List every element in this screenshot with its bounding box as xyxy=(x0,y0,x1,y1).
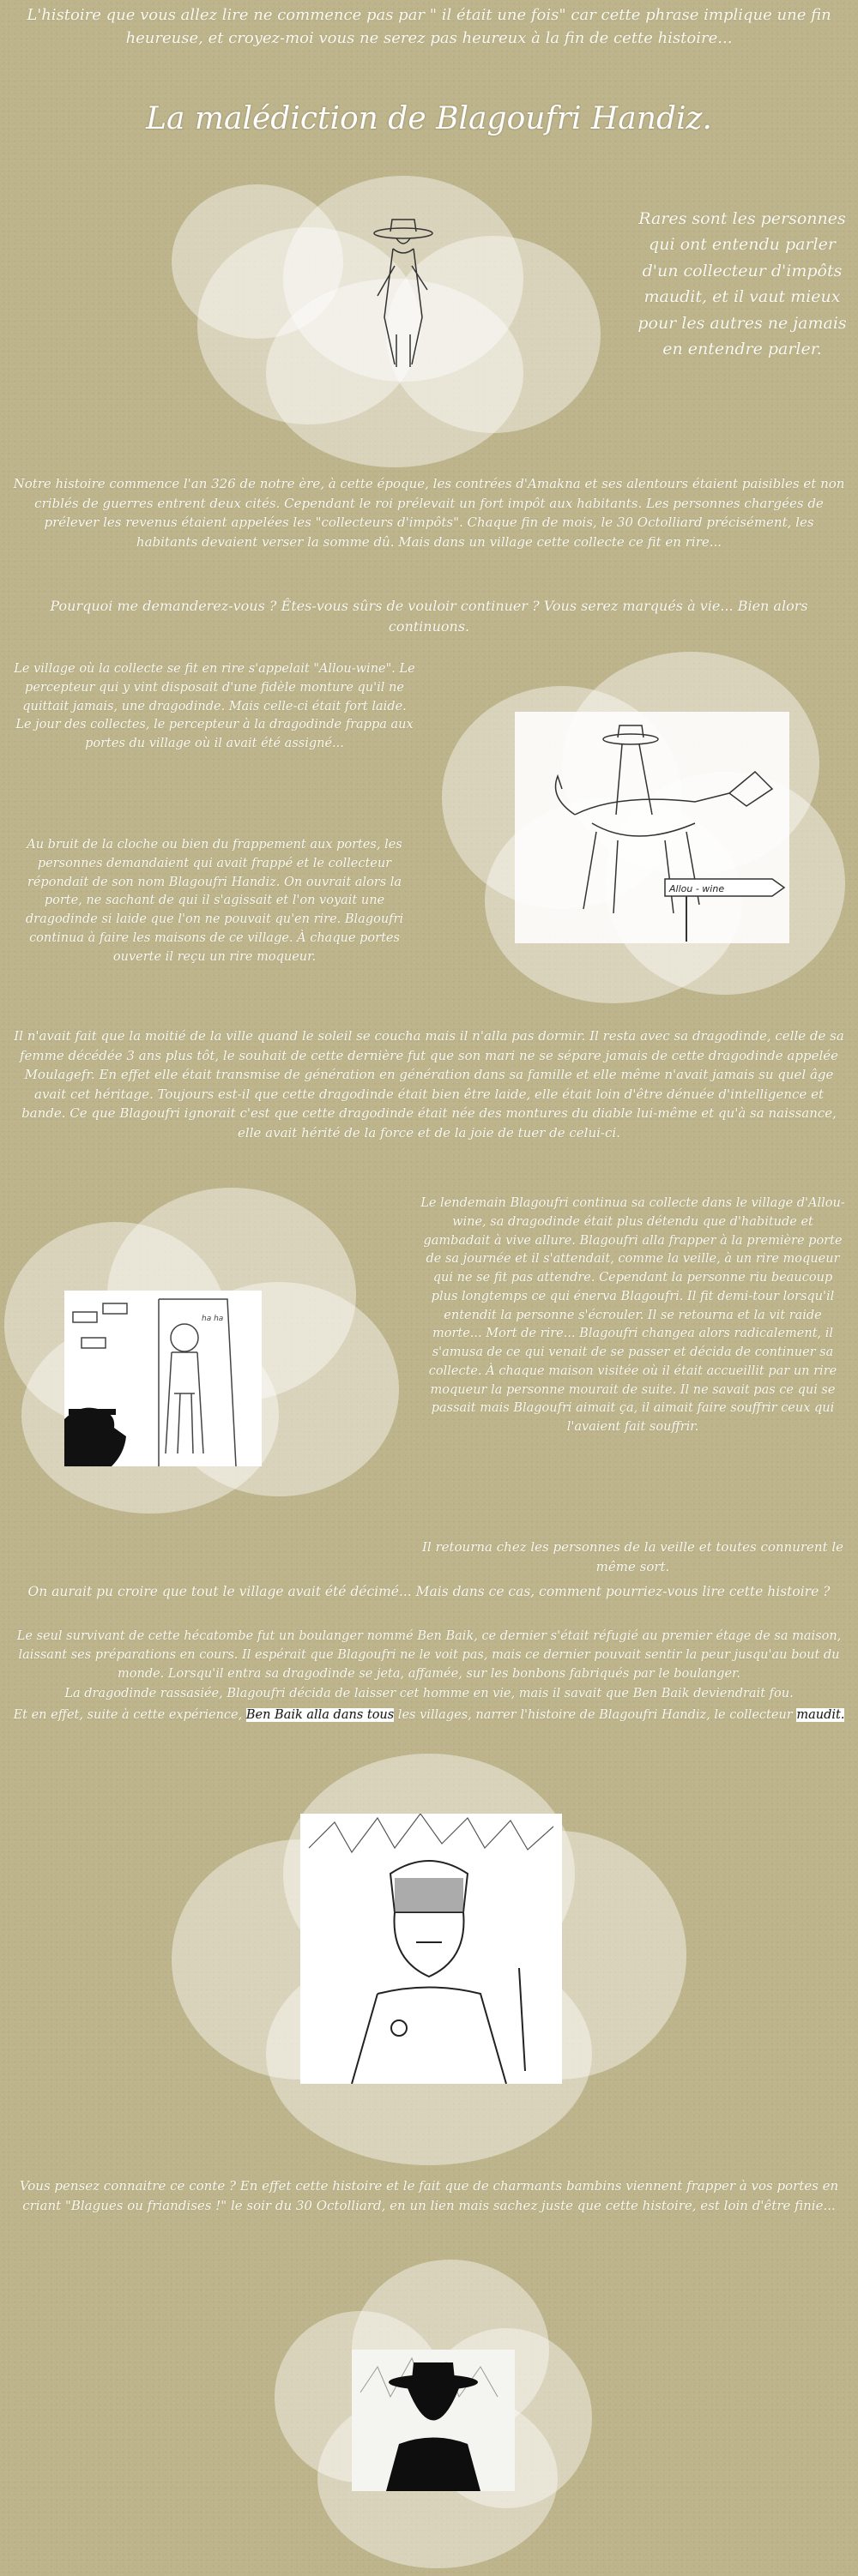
paragraph-ending: Vous pensez connaitre ce conte ? En effet cette histoire et le fait que de charmants bambins viennent frapper à vos portes en criant "Blagues ou friandises !" le soir du 30 Octolliard, en un lien mais sachez juste que cette histoire, est loin d'être finie... xyxy=(19,2178,839,2213)
paragraph-beginning: Notre histoire commence l'an 326 de notre ère, à cette époque, les contrées d'Amakna et ses alentours étaient paisibles et non criblés de guerres entrent deux cités. Cependant le roi prélevait un fort impôt aux habitants. Les personnes chargées de prélever les revenus étaient appelées les "collecteurs d'impôts". Chaque fin de mois, le 30 Octolliard précisément, les habitants devaient verser la somme dû. Mais dans un village cette collecte ce fit en rire... xyxy=(13,476,845,550)
paragraph-next-day: Le lendemain Blagoufri continua sa collecte dans le village d'Allou-wine, sa dragodinde était plus détendu que d'habitude et gambadait à vive allure. Blagoufri alla frapper à la première porte de sa journée et il s'attendait, comme la veille, à un rire moqueur qui ne se fit pas attendre. Cependant la personne riu beaucoup plus longtemps ce qui énerva Blagoufri. Il fit demi-tour lorsqu'il entendit la personne s'écrouler. Il se retourna et la vit raide morte... Mort de rire... Blagoufri changea alors radicalement, il s'amusa de ce qui venait de se passer et décida de continuer sa collecte. À chaque maison visitée où il était accueillit par un rire moqueur la personne mourait de suite. Il ne savait pas ce qui se passait mais Blagoufri aimait ça, il aimait faire souffrir ceux qui l'avaient fait souffrir. xyxy=(420,1196,845,1434)
intro-text: L'histoire que vous allez lire ne commence pas par " il était une fois" car cette phrase implique une fin heureuse, et croyez-moi vous ne serez pas heureux à la fin de cette histoire... xyxy=(27,6,831,47)
paragraph-survivor: Le seul survivant de cette hécatombe fut un boulanger nommé Ben Baik, ce dernier s'était réfugié au premier étage de sa maison, laissant ses préparations en cours. Il espérait que Blagoufri ne le voit pas, mais ce dernier pouvait sentir la peur jusqu'au bout du monde. Lorsqu'il entra sa dragodinde se jeta, affamée, sur les bonbons fabriqués par le boulanger. xyxy=(16,1629,842,1681)
collector-illustration xyxy=(343,214,463,373)
story-title: La malédiction de Blagoufri Handiz. xyxy=(146,101,712,136)
silhouette-illustration xyxy=(352,2350,515,2491)
effect-highlight-1: Ben Baik alla dans tous xyxy=(245,1708,395,1722)
side-text-rare: Rares sont les personnes qui ont entendu parler d'un collecteur d'impôts maudit, et il vaut mieux pour les autres ne jamais en entendre parler. xyxy=(637,209,847,358)
paragraph-spared: La dragodinde rassasiée, Blagoufri décida de laisser cet homme en vie, mais il savait que Ben Baik deviendrait fou. xyxy=(64,1687,794,1700)
dragodinde-silhouette-icon xyxy=(64,1408,126,1466)
collector-silhouette-icon xyxy=(386,2362,480,2491)
paragraph-why: Pourquoi me demanderez-vous ? Êtes-vous sûrs de vouloir continuer ? Vous serez marqués à vie... Bien alors continuons. xyxy=(50,598,808,635)
effect-highlight-2: maudit. xyxy=(796,1708,845,1722)
doorway-illustration xyxy=(64,1291,262,1466)
village-sign-text: Allou - wine xyxy=(669,883,725,894)
laugh-bubble-text: ha ha xyxy=(202,1315,224,1323)
effect-mid: les villages, narrer l'histoire de Blagoufri Handiz, le collecteur xyxy=(394,1708,793,1722)
village-sign-icon xyxy=(665,879,784,942)
paragraph-decimated: On aurait pu croire que tout le village avait été décimé... Mais dans ce cas, comment pourriez-vous lire cette histoire ? xyxy=(27,1584,831,1599)
paragraph-night: Il n'avait fait que la moitié de la ville quand le soleil se coucha mais il n'alla pas dormir. Il resta avec sa dragodinde, celle de sa femme décédée 3 ans plus tôt, le souhait de cette dernière fut que son mari ne se sépare jamais de cette dragodinde appelée Moulagefr. En effet elle était transmise de génération en génération dans sa famille et elle même n'avait jamais su quel âge avait cet héritage. Toujours est-il que cette dragodinde était bien être laide, elle était loin d'être dénuée d'intelligence et bande. Ce que Blagoufri ignorait c'est que cette dragodinde était née des montures du diable lui-même et qu'à sa naissance, elle avait hérité de la force et de la joie de tuer de celui-ci. xyxy=(14,1028,844,1141)
effect-pre: Et en effet, suite à cette expérience, xyxy=(13,1708,246,1722)
paragraph-returned: Il retourna chez les personnes de la veille et toutes connurent le même sort. xyxy=(421,1539,844,1574)
paragraph-village: Le village où la collecte se fit en rire s'appelait "Allou-wine". Le percepteur qui y vint disposait d'une fidèle monture qu'il ne quittait jamais, une dragodinde. Mais celle-ci était fort laide. Le jour des collectes, le percepteur à la dragodinde frappa aux portes du village où il avait été assigné... xyxy=(14,662,415,750)
baker-illustration xyxy=(300,1814,562,2084)
paragraph-knock: Au bruit de la cloche ou bien du frappement aux portes, les personnes demandaient qui avait frappé et le collecteur répondait de son nom Blagoufri Handiz. On ouvrait alors la porte, ne sachant de qui il s'agissait et l'on voyait une dragodinde si laide que l'on ne pouvait qu'en rire. Blagoufri continua à faire les maisons de ce village. À chaque portes ouverte il reçu un rire moqueur. xyxy=(25,838,404,964)
paragraph-effect xyxy=(13,1706,845,1725)
dragodinde-illustration xyxy=(515,712,789,943)
